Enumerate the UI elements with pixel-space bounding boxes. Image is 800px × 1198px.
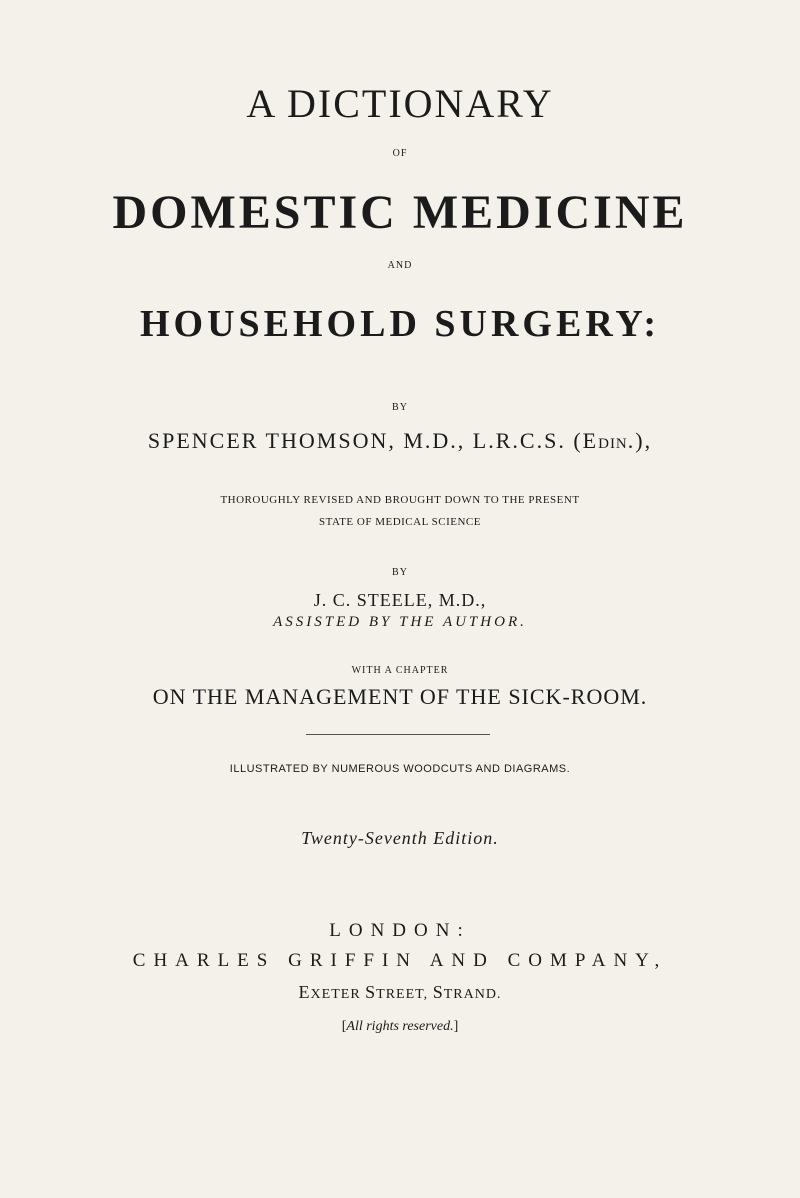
title-line-dictionary: A DICTIONARY [246, 81, 554, 126]
by-label-author: BY [392, 402, 408, 413]
chapter-title: ON THE MANAGEMENT OF THE SICK-ROOM. [152, 684, 648, 709]
street-word-strand: TRAND. [443, 987, 502, 1002]
with-chapter-label: WITH A CHAPTER [351, 665, 449, 676]
edition-statement: Twenty-Seventh Edition. [301, 828, 499, 848]
title-connector-and: AND [387, 260, 413, 271]
street-word-street: TREET, [376, 987, 433, 1002]
imprint-publisher: CHARLES GRIFFIN AND COMPANY, [132, 950, 668, 971]
rights-notice: [All rights reserved.] [341, 1019, 459, 1034]
imprint-city: LONDON: [329, 920, 471, 941]
author-name-main: SPENCER THOMSON, M.D., L.R.C.S. ( [147, 428, 583, 453]
assisted-by-author: ASSISTED BY THE AUTHOR. [273, 614, 527, 630]
title-line-domestic-medicine: DOMESTIC MEDICINE [112, 186, 688, 239]
divider-rule [306, 734, 490, 735]
street-initial-street: S [365, 982, 377, 1002]
title-line-household-surgery: HOUSEHOLD SURGERY: [139, 303, 661, 345]
revised-statement-line-2: STATE OF MEDICAL SCIENCE [319, 516, 481, 528]
imprint-street [0, 982, 800, 1003]
revised-statement-line-1: THOROUGHLY REVISED AND BROUGHT DOWN TO THE PRESENT [220, 494, 580, 506]
author-edin-initial: E [582, 428, 599, 453]
author-edin-rest: DIN [598, 436, 628, 452]
rights-text: All rights reserved. [346, 1019, 454, 1034]
author-suffix: .), [627, 428, 653, 453]
street-word-exeter: XETER [310, 987, 366, 1002]
editor-name: J. C. STEELE, M.D., [313, 590, 487, 610]
title-connector-of: OF [392, 148, 408, 159]
street-initial-exeter: E [298, 982, 311, 1002]
street-initial-strand: S [432, 982, 444, 1002]
author-name [0, 428, 800, 454]
by-label-editor: BY [392, 567, 408, 578]
illustrated-note: ILLUSTRATED BY NUMEROUS WOODCUTS AND DIAGRAMS. [229, 763, 571, 775]
